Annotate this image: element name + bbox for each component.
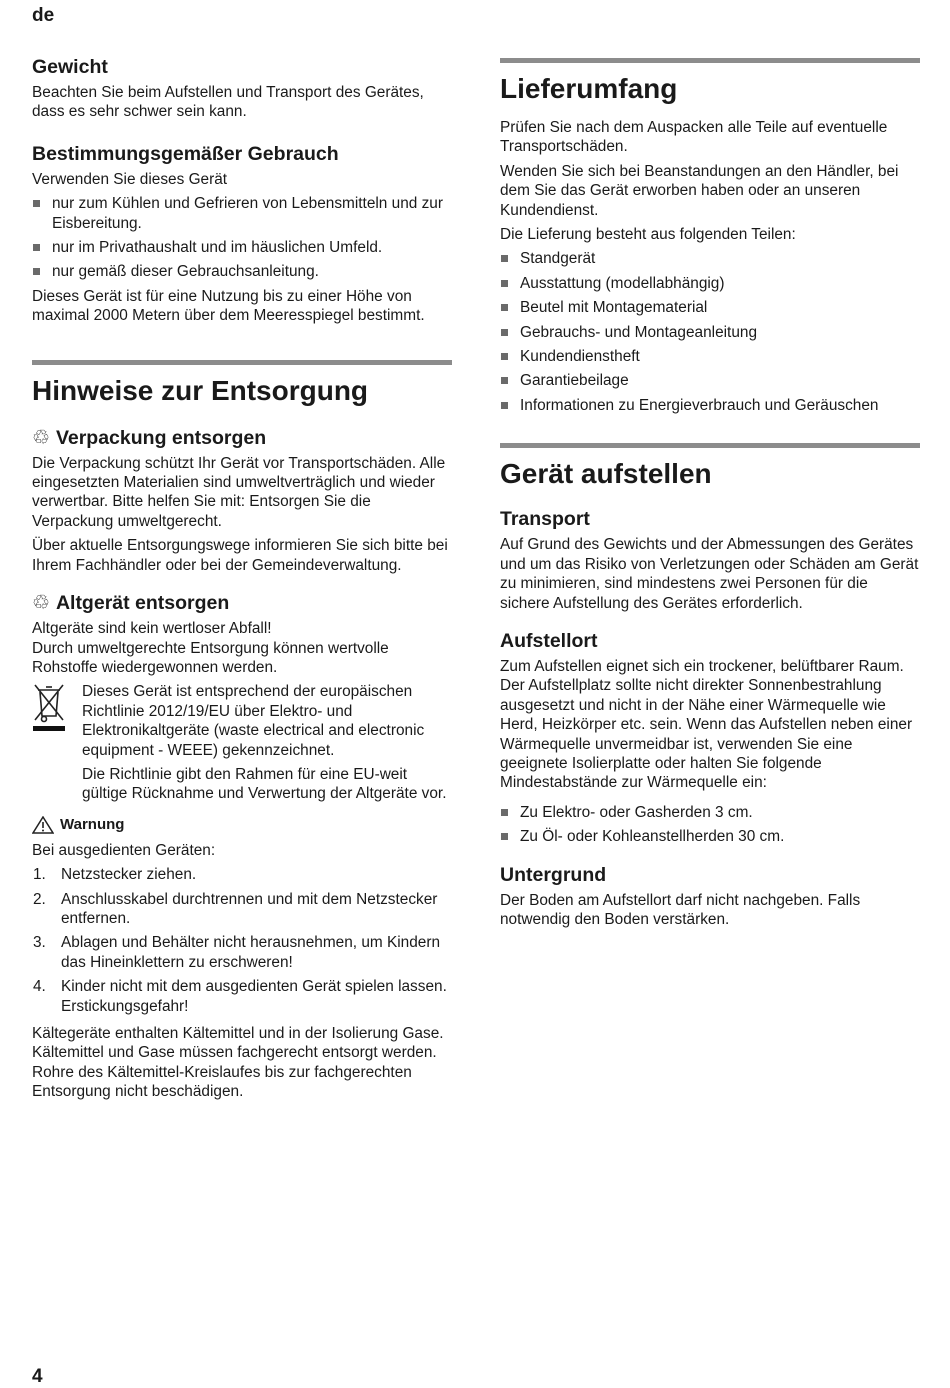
list-item: nur im Privathaushalt und im häuslichen Umfeld.: [32, 238, 452, 257]
bullet-list-bestimmung: [32, 194, 452, 282]
paragraph-warnung-outro: Kältegeräte enthalten Kältemittel und in der Isolierung Gase. Kältemittel und Gase müssen fachgerecht entsorgt werden. Rohre des Kältemittel-Kreislaufes bis zur fachgerechten Entsorgung nicht beschädigen.: [32, 1025, 444, 1101]
paragraph-bestimmung-outro: Dieses Gerät ist für eine Nutzung bis zu einer Höhe von maximal 2000 Metern über dem Meeresspiegel bestimmt.: [32, 287, 425, 325]
paragraph-weee-1: Dieses Gerät ist entsprechend der europäischen Richtlinie 2012/19/EU über Elektro- und Elektronikaltgeräte (waste electrical and electronic equipment - WEEE) gekennzeichnet.: [82, 683, 425, 759]
paragraph-lieferumfang-3: Die Lieferung besteht aus folgenden Teilen:: [500, 226, 796, 244]
paragraph-lieferumfang-2: Wenden Sie sich bei Beanstandungen an den Händler, bei dem Sie das Gerät erworben haben oder an unseren Kundendienst.: [500, 162, 899, 219]
list-item: Kundendienstheft: [500, 347, 920, 366]
paragraph-gewicht: Beachten Sie beim Aufstellen und Transport des Gerätes, dass es sehr schwer sein kann.: [32, 84, 424, 121]
paragraph-transport: Auf Grund des Gewichts und der Abmessungen des Gerätes und um das Risiko von Verletzungen oder Schäden am Gerät zu minimieren, sind mindestens zwei Personen für die sichere Aufstellung des Gerätes erforderlich.: [500, 536, 919, 612]
warning-triangle-icon: [32, 816, 54, 834]
weee-notice: [32, 682, 452, 803]
paragraph-aufstellort: Zum Aufstellen eignet sich ein trockener, belüftbarer Raum. Der Aufstellplatz sollte nicht direkter Sonnenbestrahlung ausgesetzt und nicht in der Nähe einer Wärmequelle wie Herd, Heizkörper etc. sein. Wenn das Aufstellen neben einer Wärmequelle unvermeidbar ist, verwenden Sie eine geeignete Isolierplatte oder halten Sie folgende Mindestabstände zur Wärmequelle ein:: [500, 657, 913, 792]
language-code: de: [32, 5, 55, 26]
section-title-aufstellort: Aufstellort: [500, 629, 598, 652]
numbered-list-warnung: [32, 865, 452, 1016]
list-item: Zu Elektro- oder Gasherden 3 cm.: [500, 803, 920, 822]
list-item: 2. Anschlusskabel durchtrennen und mit dem Netzstecker entfernen.: [33, 890, 438, 927]
list-item: nur zum Kühlen und Gefrieren von Lebensmitteln und zur Eisbereitung.: [32, 194, 452, 233]
list-item: Informationen zu Energieverbrauch und Geräuschen: [500, 396, 920, 415]
paragraph-lieferumfang-1: Prüfen Sie nach dem Auspacken alle Teile auf eventuelle Transportschäden.: [500, 119, 888, 156]
paragraph-bestimmung-intro: Verwenden Sie dieses Gerät: [32, 170, 228, 188]
list-item: Ausstattung (modellabhängig): [500, 274, 920, 293]
list-number: 3.: [33, 934, 46, 952]
paragraph-untergrund: Der Boden am Aufstellort darf nicht nachgeben. Falls notwendig den Boden verstärken.: [500, 891, 861, 928]
list-item: 1. Netzstecker ziehen.: [33, 866, 197, 884]
list-item: 4. Kinder nicht mit dem ausgedienten Gerät spielen lassen. Erstickungsgefahr!: [33, 978, 447, 1015]
list-item: 3. Ablagen und Behälter nicht herausnehmen, um Kindern das Hineinklettern zu erschweren!: [33, 934, 441, 971]
paragraph-verpackung-2: Über aktuelle Entsorgungswege informieren Sie sich bitte bei Ihrem Fachhändler oder bei der Gemeindeverwaltung.: [32, 537, 448, 574]
list-item: nur gemäß dieser Gebrauchsanleitung.: [32, 262, 452, 281]
section-title-bestimmung: Bestimmungsgemäßer Gebrauch: [32, 142, 339, 165]
list-item: Standgerät: [500, 249, 920, 268]
list-item: Gebrauchs- und Montageanleitung: [500, 323, 920, 342]
paragraph-weee-2: Die Richtlinie gibt den Rahmen für eine EU-weit gültige Rücknahme und Verwertung der Altgeräte vor.: [82, 765, 447, 803]
list-item: Beutel mit Montagematerial: [500, 298, 920, 317]
list-item: Garantiebeilage: [500, 371, 920, 390]
warning-label: Warnung: [60, 816, 125, 834]
chapter-title-aufstellen: Gerät aufstellen: [500, 443, 920, 491]
section-title-verpackung: ♲ Verpackung entsorgen: [32, 426, 267, 449]
warning-heading: [32, 816, 452, 834]
bullet-list-lieferumfang: [500, 249, 920, 415]
crossed-out-bin-icon: [32, 682, 66, 734]
recycle-icon: ♲: [32, 426, 50, 449]
paragraph-altgeraet-1: Altgeräte sind kein wertloser Abfall!: [32, 620, 272, 638]
recycle-icon: ♲: [32, 592, 50, 615]
paragraph-altgeraet-2: Durch umweltgerechte Entsorgung können wertvolle Rohstoffe wiedergewonnen werden.: [32, 639, 389, 676]
section-title-gewicht: Gewicht: [32, 56, 108, 78]
paragraph-warnung-intro: Bei ausgedienten Geräten:: [32, 841, 216, 859]
paragraph-verpackung-1: Die Verpackung schützt Ihr Gerät vor Transportschäden. Alle eingesetzten Materialien sind umweltverträglich und wieder verwertbar. Bitte helfen Sie mit: Entsorgen Sie die Verpackung umweltgerecht.: [32, 454, 446, 530]
left-column: [32, 55, 452, 1107]
chapter-title-entsorgung: Hinweise zur Entsorgung: [32, 360, 452, 408]
right-column: [500, 58, 920, 934]
bullet-list-aufstellort: [500, 803, 920, 847]
page-number: 4: [32, 1366, 43, 1387]
section-title-altgeraet: ♲ Altgerät entsorgen: [32, 592, 230, 615]
section-title-transport: Transport: [500, 508, 590, 531]
list-number: 2.: [33, 890, 46, 908]
chapter-title-lieferumfang: Lieferumfang: [500, 58, 920, 106]
section-title-untergrund: Untergrund: [500, 863, 607, 886]
list-item: Zu Öl- oder Kohleanstellherden 30 cm.: [500, 827, 920, 846]
list-number: 4.: [33, 978, 46, 996]
list-number: 1.: [33, 866, 46, 884]
